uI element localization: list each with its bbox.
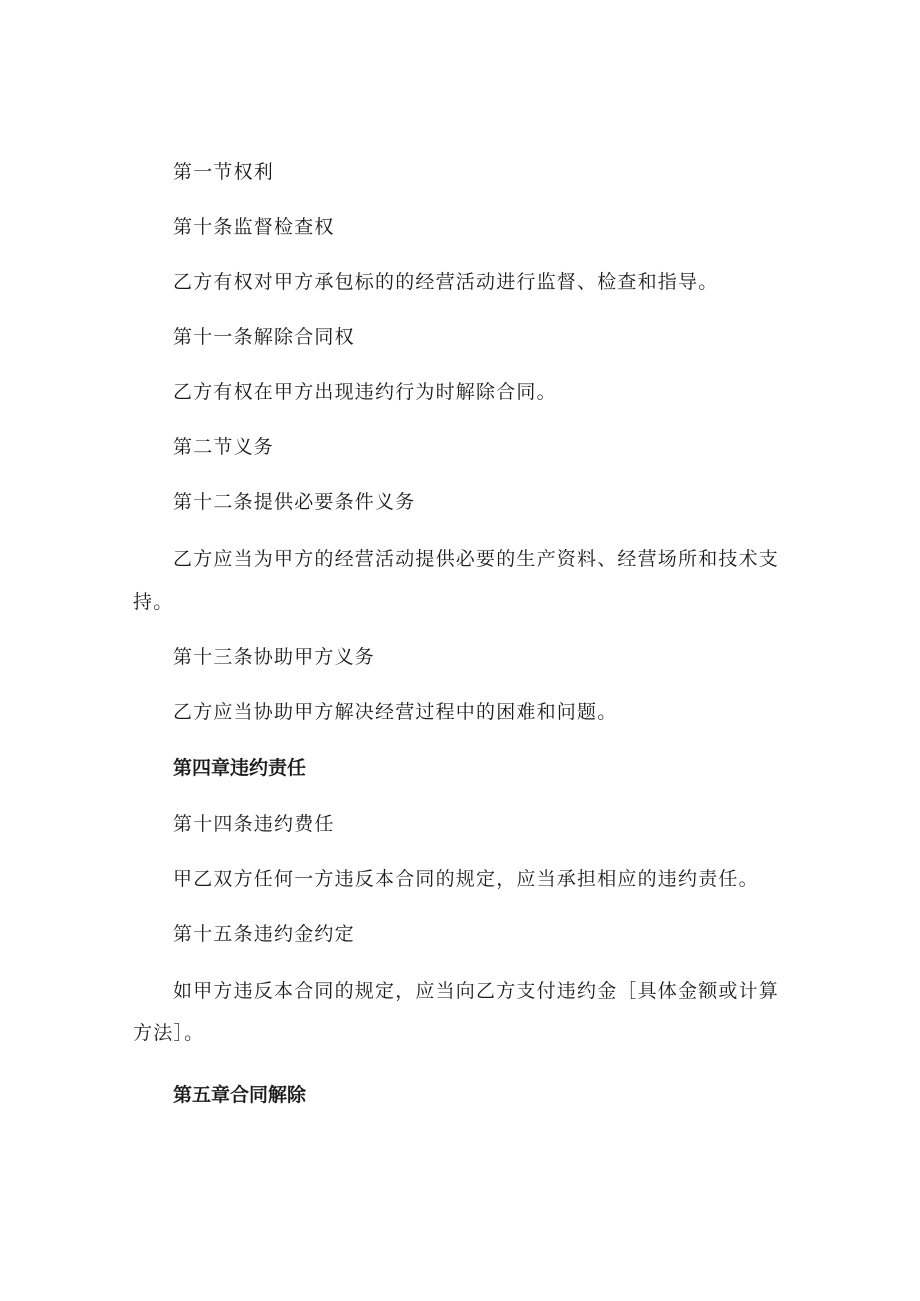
article-11-body: 乙方有权在甲方出现违约行为时解除合同。 [173,381,557,403]
section-title-rights: 第一节权利 [173,161,275,183]
article-15-body-line-2: 方法］。 [133,1022,205,1044]
article-10-title: 第十条监督检查权 [173,216,335,238]
article-12-body-line-2: 持。 [133,591,174,613]
chapter-5-heading: 第五章合同解除 [173,1084,307,1106]
article-14-body: 甲乙双方任何一方违反本合同的规定，应当承担相应的违约责任。 [173,868,759,890]
section-title-obligations: 第二节义务 [173,436,275,458]
article-12-body-line-1: 乙方应当为甲方的经营活动提供必要的生产资料、经营场所和技术支 [173,548,780,570]
article-14-title: 第十四条违约费任 [173,813,335,835]
article-12-title: 第十二条提供必要条件义务 [173,491,416,513]
article-11-title: 第十一条解除合同权 [173,326,355,348]
article-15-title: 第十五条违约金约定 [173,923,355,945]
article-13-body: 乙方应当协助甲方解决经营过程中的困难和问题。 [173,701,618,723]
article-10-body: 乙方有权对甲方承包标的的经营活动进行监督、检查和指导。 [173,271,719,293]
chapter-4-heading: 第四章违约责任 [173,757,307,779]
article-13-title: 第十三条协助甲方义务 [173,646,376,668]
article-15-body-line-1: 如甲方违反本合同的规定，应当向乙方支付违约金［具体金额或计算 [173,980,780,1002]
